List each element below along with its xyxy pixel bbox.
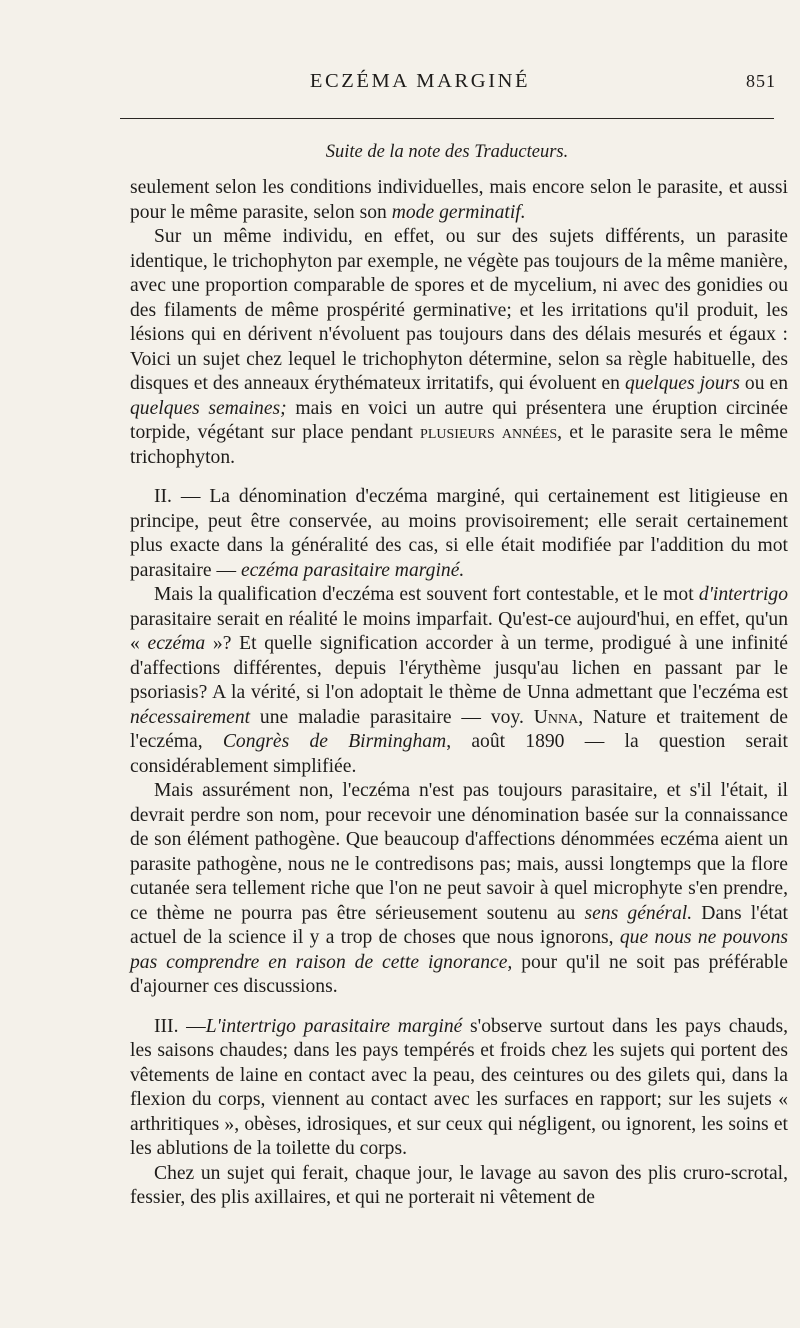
note-caption: Suite de la note des Traducteurs. (325, 142, 569, 162)
paragraph-4: Mais la qualification d'eczéma est souvent fort contestable, et le mot d'intertrigo parasitaire serait en réalité le moins imparfait. Qu'est-ce aujourd'hui, en effet, qu'un « eczéma »? Et quelle signification accorder à un terme, prodigué à une infinité d'affections différentes, depuis l'érythème jusqu'au lichen en passant par le psoriasis? A la vérité, si l'on adoptait le thème de Unna admettant que l'eczéma est nécessairement une maladie parasitaire — voy. Unna, Nature et traitement de l'eczéma, Congrès de Birmingham, août 1890 — la question serait considérablement simplifiée. (130, 584, 788, 777)
page-number: 851 (746, 71, 776, 91)
paragraph-1: seulement selon les conditions individuelles, mais encore selon le parasite, et aussi pour le même parasite, selon son mode germinatif. (130, 177, 788, 223)
paragraph-6: III. —L'intertrigo parasitaire marginé s'observe surtout dans les pays chauds, les saisons chaudes; dans les pays tempérés et froids chez les sujets qui portent des vêtements de laine en contact avec la peau, des ceintures ou des gilets qui, dans la flexion du corps, viennent au contact avec les surfaces en rapport; sur les sujets « arthritiques », obèses, idrosiques, et sur ceux qui négligent, ou ignorent, les soins et les ablutions de la toilette du corps. (130, 1015, 788, 1159)
running-head (120, 68, 800, 104)
paragraph-2: Sur un même individu, en effet, ou sur des sujets différents, un parasite identique, le trichophyton par exemple, ne végète pas toujours de la même manière, avec une proportion comparable de spores et de mycelium, ni avec des gonidies ou des filaments de même prospérité germinative; et les irritations qu'il produit, les lésions qui en dérivent n'évoluent pas toujours dans des délais mesurés et égaux : Voici un sujet chez lequel le trichophyton détermine, selon sa règle habituelle, des disques et des anneaux érythémateux irritatifs, qui évoluent en quelques jours ou en quelques semaines; mais en voici un autre qui présentera une éruption circinée torpide, végétant sur place pendant plusieurs années, et le parasite sera le même trichophyton. (130, 226, 788, 468)
paragraph-3: II. — La dénomination d'eczéma marginé, qui certainement est litigieuse en principe, peut être conservée, au moins provisoirement; elle serait certainement plus exacte dans la généralité des cas, si elle était modifiée par l'addition du mot parasitaire — eczéma parasitaire marginé. (130, 486, 788, 581)
paragraph-5: Mais assurément non, l'eczéma n'est pas toujours parasitaire, et s'il l'était, il devrait perdre son nom, pour recevoir une dénomination basée sur la connaissance de son élément pathogène. Que beaucoup d'affections dénommées eczéma aient un parasite pathogène, nous ne le contredisons pas; mais, aussi longtemps que la flore cutanée sera tellement riche que l'on ne peut savoir à quel microphyte s'en prendre, ce thème ne pourra pas être sérieusement soutenu au sens général. Dans l'état actuel de la science il y a trop de choses que nous ignorons, que nous ne pouvons pas comprendre en raison de cette ignorance, pour qu'il ne soit pas préférable d'ajourner ces discussions. (130, 780, 788, 997)
header-rule (120, 118, 774, 119)
paragraph-7: Chez un sujet qui ferait, chaque jour, le lavage au savon des plis cruro-scrotal, fessier, des plis axillaires, et qui ne porterait ni vêtement de (130, 1162, 788, 1208)
running-title: ECZÉMA MARGINÉ (309, 70, 531, 92)
body-text (130, 176, 788, 1211)
